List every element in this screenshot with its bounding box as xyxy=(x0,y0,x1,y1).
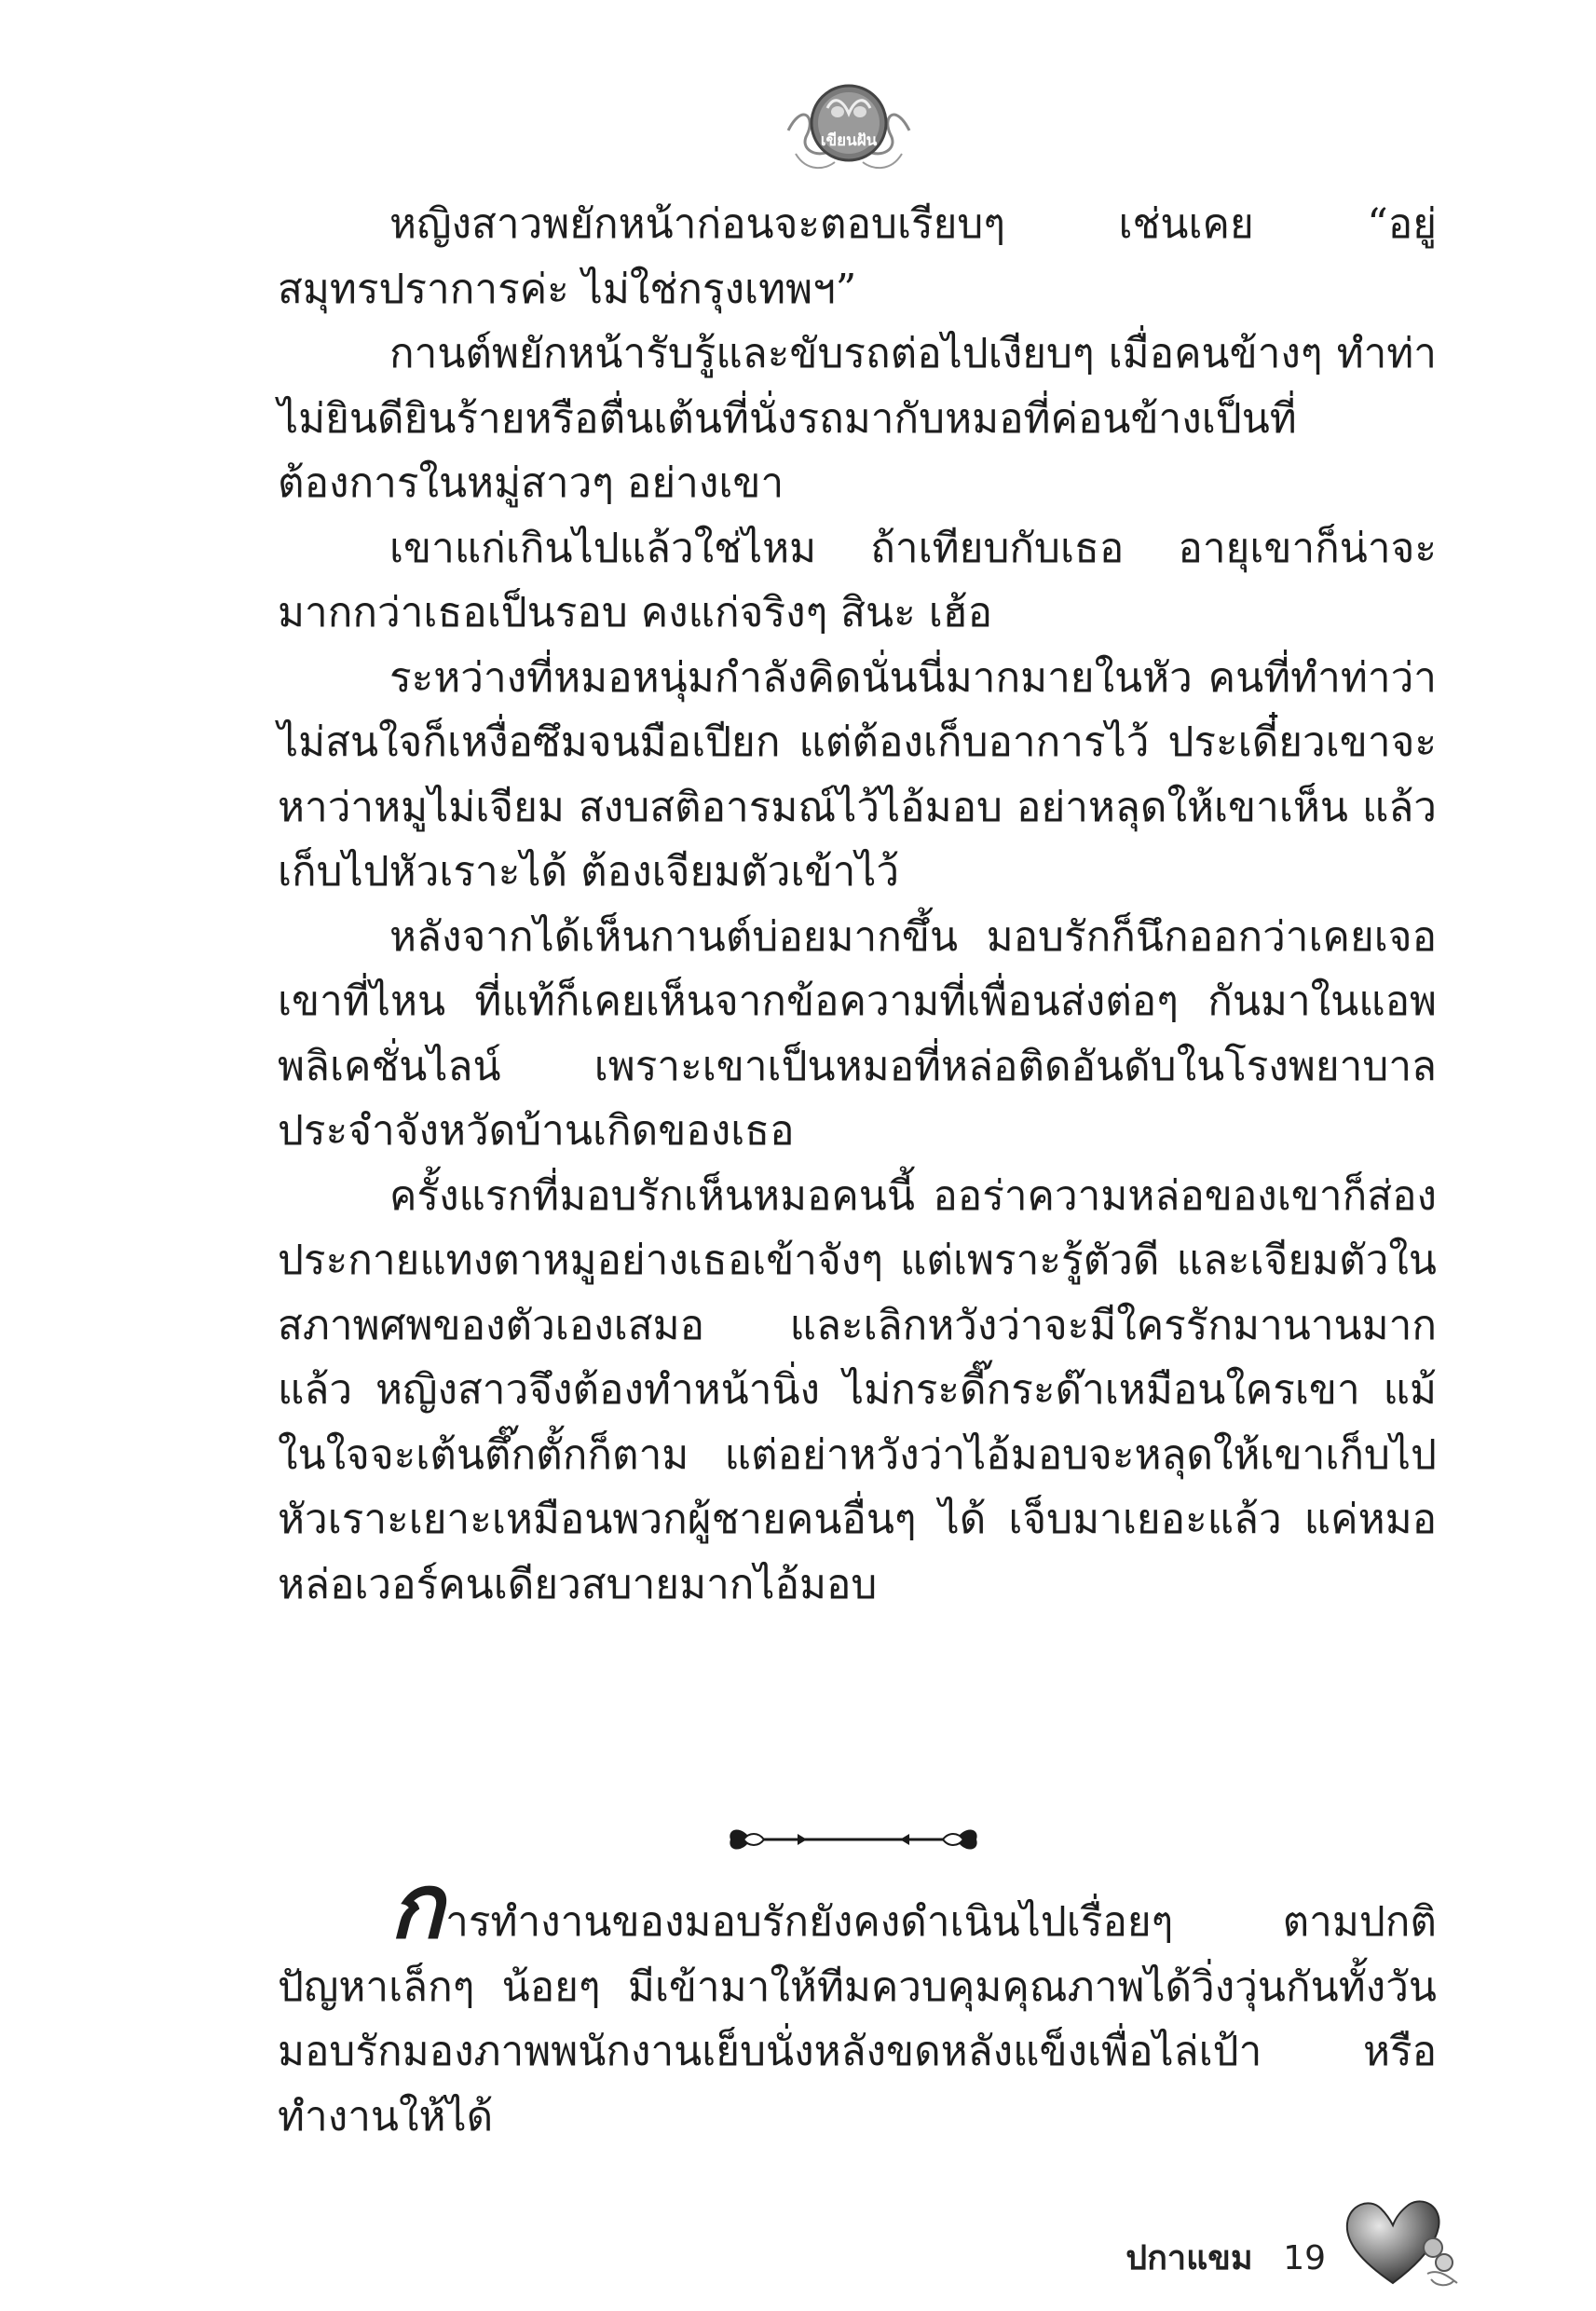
heart-icon xyxy=(1342,2190,1463,2292)
drop-cap: ก xyxy=(389,1854,446,1959)
paragraph: ระหว่างที่หมอหนุ่มกำลังคิดนั่นนี่มากมายในหัว คนที่ทำท่าว่าไม่สนใจก็เหงื่อซึมจนมือเปียก แต่ต้องเก็บอาการไว้ ประเดี๋ยวเขาจะหาว่าหมูไม่เจียม สงบสติอารมณ์ไว้ไอ้มอบ อย่าหลุดให้เขาเห็น แล้วเก็บไปหัวเราะได้ ต้องเจียมตัวเข้าไว้ xyxy=(278,653,1437,896)
paragraph: เขาแก่เกินไปแล้วใช่ไหม ถ้าเทียบกับเธอ อายุเขาก็น่าจะมากกว่าเธอเป็นรอบ คงแก่จริงๆ สินะ เฮ้อ xyxy=(278,524,1437,636)
logo-text: เขียนฝัน xyxy=(820,131,878,150)
paragraph xyxy=(278,1854,1437,2149)
paragraph: หลังจากได้เห็นกานต์บ่อยมากขึ้น มอบรักก็นึกออกว่าเคยเจอเขาที่ไหน ที่แท้ก็เคยเห็นจากข้อความที่เพื่อนส่งต่อๆ กันมาในแอพพลิเคชั่นไลน์ เพราะเขาเป็นหมอที่หล่อติดอันดับในโรงพยาบาลประจำจังหวัดบ้านเกิดของเธอ xyxy=(278,912,1437,1155)
paragraph: กานต์พยักหน้ารับรู้และขับรถต่อไปเงียบๆ เมื่อคนข้างๆ ทำท่าไม่ยินดียินร้ายหรือตื่นเต้นที่นั่งรถมากับหมอที่ค่อนข้างเป็นที่ต้องการในหมู่สาวๆ อย่างเขา xyxy=(278,330,1437,507)
publisher-logo xyxy=(779,65,919,185)
paragraph: ครั้งแรกที่มอบรักเห็นหมอคนนี้ ออร่าความหล่อของเขาก็ส่องประกายแทงตาหมูอย่างเธอเข้าจังๆ แต่เพราะรู้ตัวดี และเจียมตัวในสภาพศพของตัวเองเสมอ และเลิกหวังว่าจะมีใครรักมานานมากแล้ว หญิงสาวจึงต้องทำหน้านิ่ง ไม่กระดี๊กระด๊าเหมือนใครเขา แม้ในใจจะเต้นตึ๊กตั้กก็ตาม แต่อย่าหวังว่าไอ้มอบจะหลุดให้เขาเก็บไปหัวเราะเยาะเหมือนพวกผู้ชายคนอื่นๆ ได้ เจ็บมาเยอะแล้ว แค่หมอหล่อเวอร์คนเดียวสบายมากไอ้มอบ xyxy=(278,1171,1437,1608)
section-2-text xyxy=(278,1854,1437,2149)
book-title: ปกาแขม xyxy=(1125,2239,1253,2277)
page-footer xyxy=(1125,2231,1326,2284)
page-number: 19 xyxy=(1283,2239,1326,2277)
section-divider-ornament xyxy=(723,1815,984,1864)
paragraph-text: ารทำงานของมอบรักยังคงดำเนินไปเรื่อยๆ ตามปกติ ปัญหาเล็กๆ น้อยๆ มีเข้ามาให้ทีมควบคุมคุณภาพได้วิ่งวุ่นกันทั้งวัน มอบรักมองภาพพนักงานเย็บนั่งหลังขดหลังแข็งเพื่อไล่เป้า หรือทำงานให้ได้ xyxy=(278,1898,1437,2140)
paragraph: หญิงสาวพยักหน้าก่อนจะตอบเรียบๆ เช่นเคย “อยู่สมุทรปราการค่ะ ไม่ใช่กรุงเทพฯ” xyxy=(278,200,1437,313)
body-text xyxy=(278,192,1437,1617)
